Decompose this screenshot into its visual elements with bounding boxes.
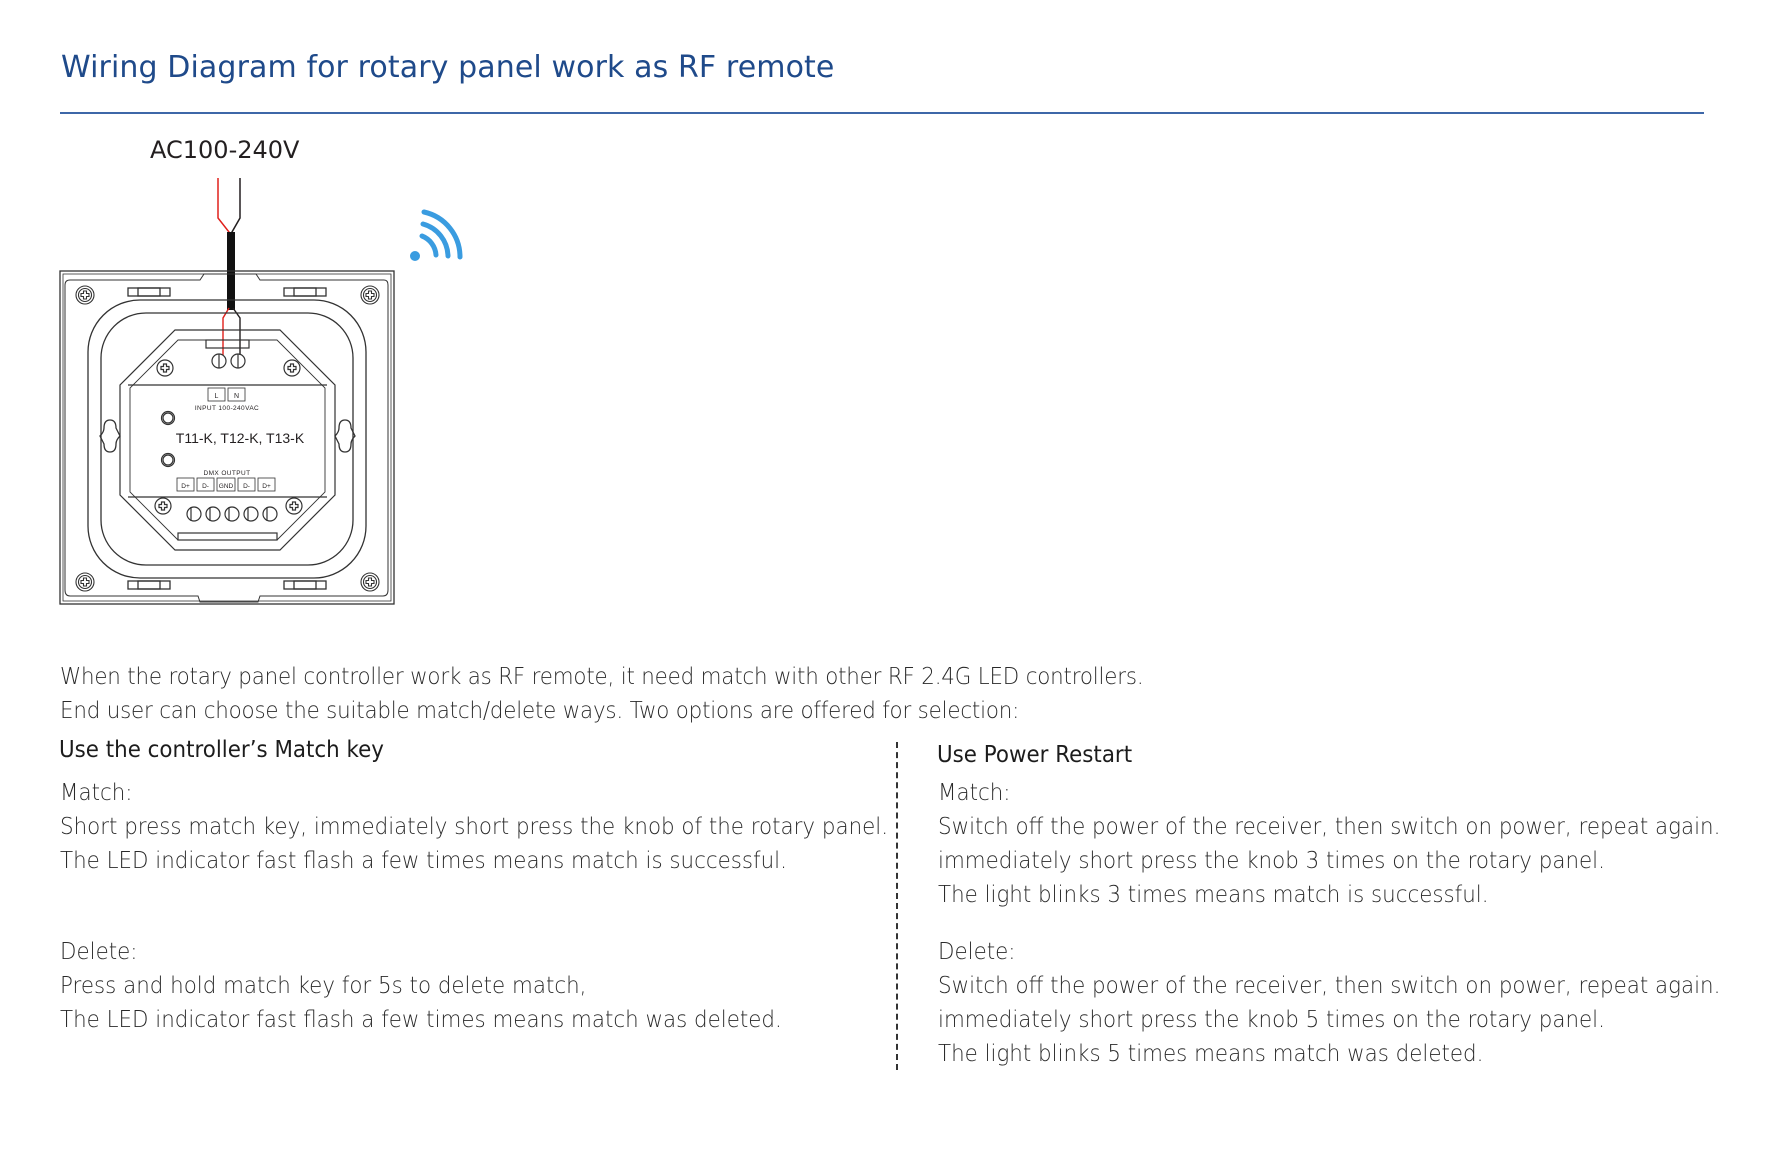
match-label: Match:: [60, 780, 133, 806]
model-label: T11-K, T12-K, T13-K: [175, 430, 305, 446]
terminal-label-d-minus-1: D-: [202, 483, 209, 490]
wiring-diagram: [55, 170, 485, 610]
terminal-label-l: L: [214, 393, 219, 400]
instruction-line: The light blinks 5 times means match was deleted.: [938, 1041, 1484, 1067]
match-key-instructions: [60, 780, 950, 1041]
power-restart-instructions: [938, 780, 1770, 1075]
page-title: Wiring Diagram for rotary panel work as RF remote: [61, 50, 835, 85]
input-terminal-screws: [212, 354, 245, 368]
instruction-line: immediately short press the knob 3 times on the rotary panel.: [938, 848, 1605, 874]
terminal-label-gnd: GND: [218, 483, 234, 490]
terminal-label-d-plus-2: D+: [262, 483, 271, 490]
intro-line-2: End user can choose the suitable match/delete ways. Two options are offered for selection:: [60, 698, 1020, 724]
instruction-line: Short press match key, immediately short press the knob of the rotary panel.: [60, 814, 889, 840]
terminal-label-d-minus-2: D-: [243, 483, 250, 490]
instruction-line: Switch off the power of the receiver, then switch on power, repeat again.: [938, 814, 1721, 840]
option-match-key-heading: Use the controller’s Match key: [59, 737, 384, 763]
intro-line-1: When the rotary panel controller work as RF remote, it need match with other RF 2.4G LED controllers.: [60, 664, 1144, 690]
output-caption: DMX OUTPUT: [203, 470, 251, 477]
instruction-line: Press and hold match key for 5s to delete match,: [60, 973, 587, 999]
power-input-label: AC100-240V: [150, 136, 300, 164]
terminal-label-d-plus-1: D+: [181, 483, 190, 490]
option-power-restart-heading: Use Power Restart: [937, 742, 1133, 768]
title-rule: [60, 112, 1704, 114]
wifi-signal-icon: [410, 212, 460, 261]
power-cable: [218, 178, 240, 355]
delete-label: Delete:: [938, 939, 1016, 965]
delete-label: Delete:: [60, 939, 138, 965]
instruction-line: Switch off the power of the receiver, then switch on power, repeat again.: [938, 973, 1721, 999]
input-caption: INPUT 100-240VAC: [194, 405, 260, 412]
instruction-line: The light blinks 3 times means match is successful.: [938, 882, 1489, 908]
instruction-line: immediately short press the knob 5 times on the rotary panel.: [938, 1007, 1605, 1033]
output-terminal-screws: [187, 507, 277, 521]
instruction-line: The LED indicator fast flash a few times means match is successful.: [60, 848, 787, 874]
match-label: Match:: [938, 780, 1011, 806]
terminal-label-n: N: [233, 393, 240, 400]
instruction-line: The LED indicator fast flash a few times means match was deleted.: [60, 1007, 782, 1033]
